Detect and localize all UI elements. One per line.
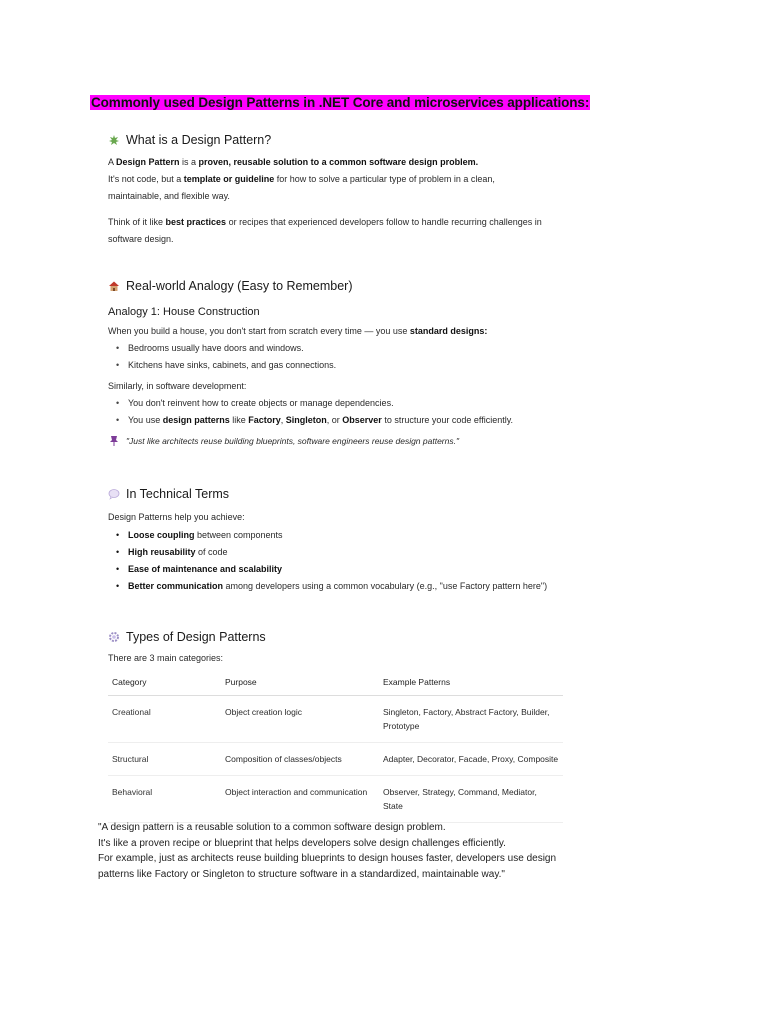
software-bullets [108,395,578,429]
list-item: • Kitchens have sinks, cabinets, and gas connections. [108,357,578,374]
category-cell: Creational [108,696,221,743]
summary-line: patterns like Factory or Singleton to structure software in a standardized, maintainable way." [98,868,505,880]
table-row [108,776,563,823]
purpose-cell: Object creation logic [221,696,379,743]
paragraph-best-practices: Think of it like best practices or recipes that experienced developers follow to handle recurring challenges in software design. [108,217,542,244]
list-item: • You use design patterns like Factory, Singleton, or Observer to structure your code efficiently. [108,412,578,429]
list-item: • Bedrooms usually have doors and windows. [108,340,578,357]
list-item: • Better communication among developers using a common vocabulary (e.g., "use Factory pattern here") [108,578,578,595]
paragraph-achieve: Design Patterns help you achieve: [108,512,245,522]
section-heading-text: In Technical Terms [126,487,230,501]
section-heading-text: Real-world Analogy (Easy to Remember) [126,279,353,293]
list-item: • Ease of maintenance and scalability [108,561,578,578]
analogy-quote [108,435,578,447]
list-item: • High reusability of code [108,544,578,561]
table-row [108,743,563,776]
patterns-table [108,671,563,823]
section-heading [108,487,578,501]
summary-line: It's like a proven recipe or blueprint that helps developers solve design challenges efficiently. [98,837,506,849]
quote-text: "Just like architects reuse building blueprints, software engineers reuse design patterns." [126,436,459,446]
section-what-is-design-pattern [108,133,578,248]
benefits-list [108,527,578,595]
paragraph-definition: A Design Pattern is a proven, reusable solution to a common software design problem. [108,157,479,167]
house-bullets [108,340,578,374]
speech-bubble-icon [108,488,120,500]
category-cell: Behavioral [108,776,221,823]
examples-cell: Adapter, Decorator, Facade, Proxy, Composite [379,743,563,776]
table-header-row [108,671,563,696]
column-header: Purpose [221,671,379,696]
paragraph-similarly: Similarly, in software development: [108,381,247,391]
category-cell: Structural [108,743,221,776]
examples-cell: Observer, Strategy, Command, Mediator, State [379,776,563,823]
column-header: Category [108,671,221,696]
section-heading-text: What is a Design Pattern? [126,133,272,147]
section-heading-text: Types of Design Patterns [126,630,266,644]
highlighted-title-text: Commonly used Design Patterns in .NET Core and microservices applications: [91,95,590,110]
column-header: Example Patterns [379,671,563,696]
paragraph-not-code: It's not code, but a template or guideline for how to solve a particular type of problem in a clean, maintainable, and flexible way. [108,174,495,201]
paragraph-categories: There are 3 main categories: [108,653,224,663]
summary-quote [98,820,598,882]
purple-pin-icon [108,435,120,447]
purpose-cell: Object interaction and communication [221,776,379,823]
purpose-cell: Composition of classes/objects [221,743,379,776]
paragraph-house-intro: When you build a house, you don't start from scratch every time — you use standard designs: [108,326,488,336]
section-real-world-analogy [108,279,578,447]
puzzle-icon [108,134,120,146]
section-heading [108,279,578,293]
list-item: • Loose coupling between components [108,527,578,544]
table-row [108,696,563,743]
section-types-of-patterns [108,630,578,823]
section-technical-terms [108,487,578,595]
house-icon [108,280,120,292]
summary-line: For example, just as architects reuse building blueprints to design houses faster, developers use design [98,853,557,864]
document-title [90,94,590,111]
section-heading [108,133,578,147]
analogy-subheading: Analogy 1: House Construction [108,306,260,318]
examples-cell: Singleton, Factory, Abstract Factory, Builder, Prototype [379,696,563,743]
gear-icon [108,631,120,643]
section-heading [108,630,578,644]
list-item: • You don't reinvent how to create objects or manage dependencies. [108,395,578,412]
summary-line: "A design pattern is a reusable solution to a common software design problem. [98,822,446,833]
